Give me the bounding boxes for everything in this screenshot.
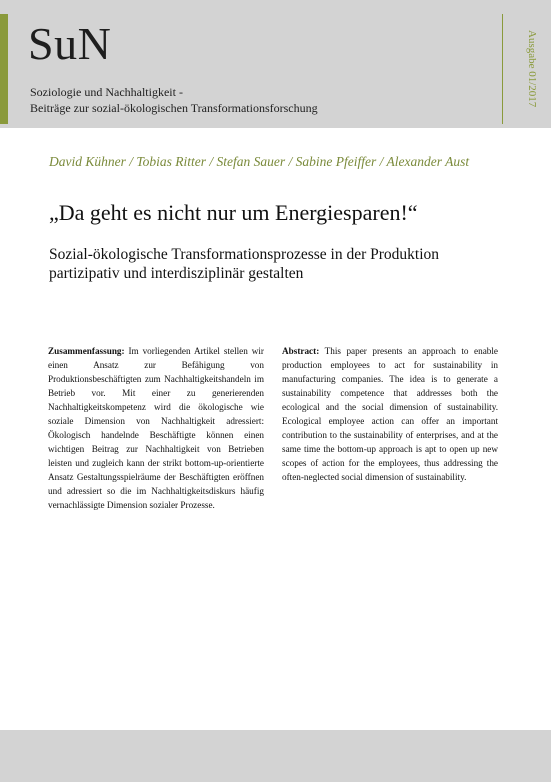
subtitle-line-1: Sozial-ökologische Transformationsprozesse in der Produktion [49,246,440,263]
page-footer-band [0,730,551,782]
subtitle-line-2: partizipativ und interdisziplinär gestalten [49,265,304,282]
journal-logo: SuN [28,18,112,69]
article-title: „Da geht es nicht nur um Energiesparen!“ [49,200,418,225]
abstract-german [48,344,264,512]
tagline-line-1: Soziologie und Nachhaltigkeit - [30,85,183,99]
article-subtitle [49,245,499,283]
journal-header [0,0,551,128]
abstract-english [282,344,498,484]
abstract-german-label: Zusammenfassung: [48,346,125,356]
journal-tagline [30,84,490,116]
accent-bar [0,14,8,124]
abstract-english-label: Abstract: [282,346,320,356]
abstract-german-text: Im vorliegenden Artikel stellen wir einen Ansatz zur Befähigung von Produktionsbeschäftigten zum Nachhaltigkeitshandeln im Betrieb vor. Mit einer zu generierenden Nachhaltigkeitskompetenz wird die ökologische wie soziale Dimension von Nachhaltigkeit adressiert: Ökologisch handelnde Beschäftigte können einen wichtigen Beitrag zur Nachhaltigkeit von Betrieben leisten und zugleich kann der strikt bottom-up-orientierte Ansatz Gestaltungsspielräume der Beschäftigten eröffnen und adressiert so die im Nachhaltigkeitsdiskurs häufig vernachlässigte Dimension sozialer Prozesse. [48,346,264,510]
issue-divider [502,14,503,124]
tagline-line-2: Beiträge zur sozial-ökologischen Transformationsforschung [30,101,318,115]
article-authors: David Kühner / Tobias Ritter / Stefan Sauer / Sabine Pfeiffer / Alexander Aust [49,154,470,169]
issue-label: Ausgabe 01/2017 [526,30,538,108]
abstract-english-text: This paper presents an approach to enable production employees to act for sustainability in manufacturing companies. The idea is to generate a sustainability competence that addresses both the ecological and the social dimension of sustainability. Ecological employee action can offer an important contribution to the sustainability of enterprises, and at the same time the bottom-up approach is apt to open up new scopes of action for the employees, thus addressing the often-neglected social dimension of sustainability. [282,346,498,482]
